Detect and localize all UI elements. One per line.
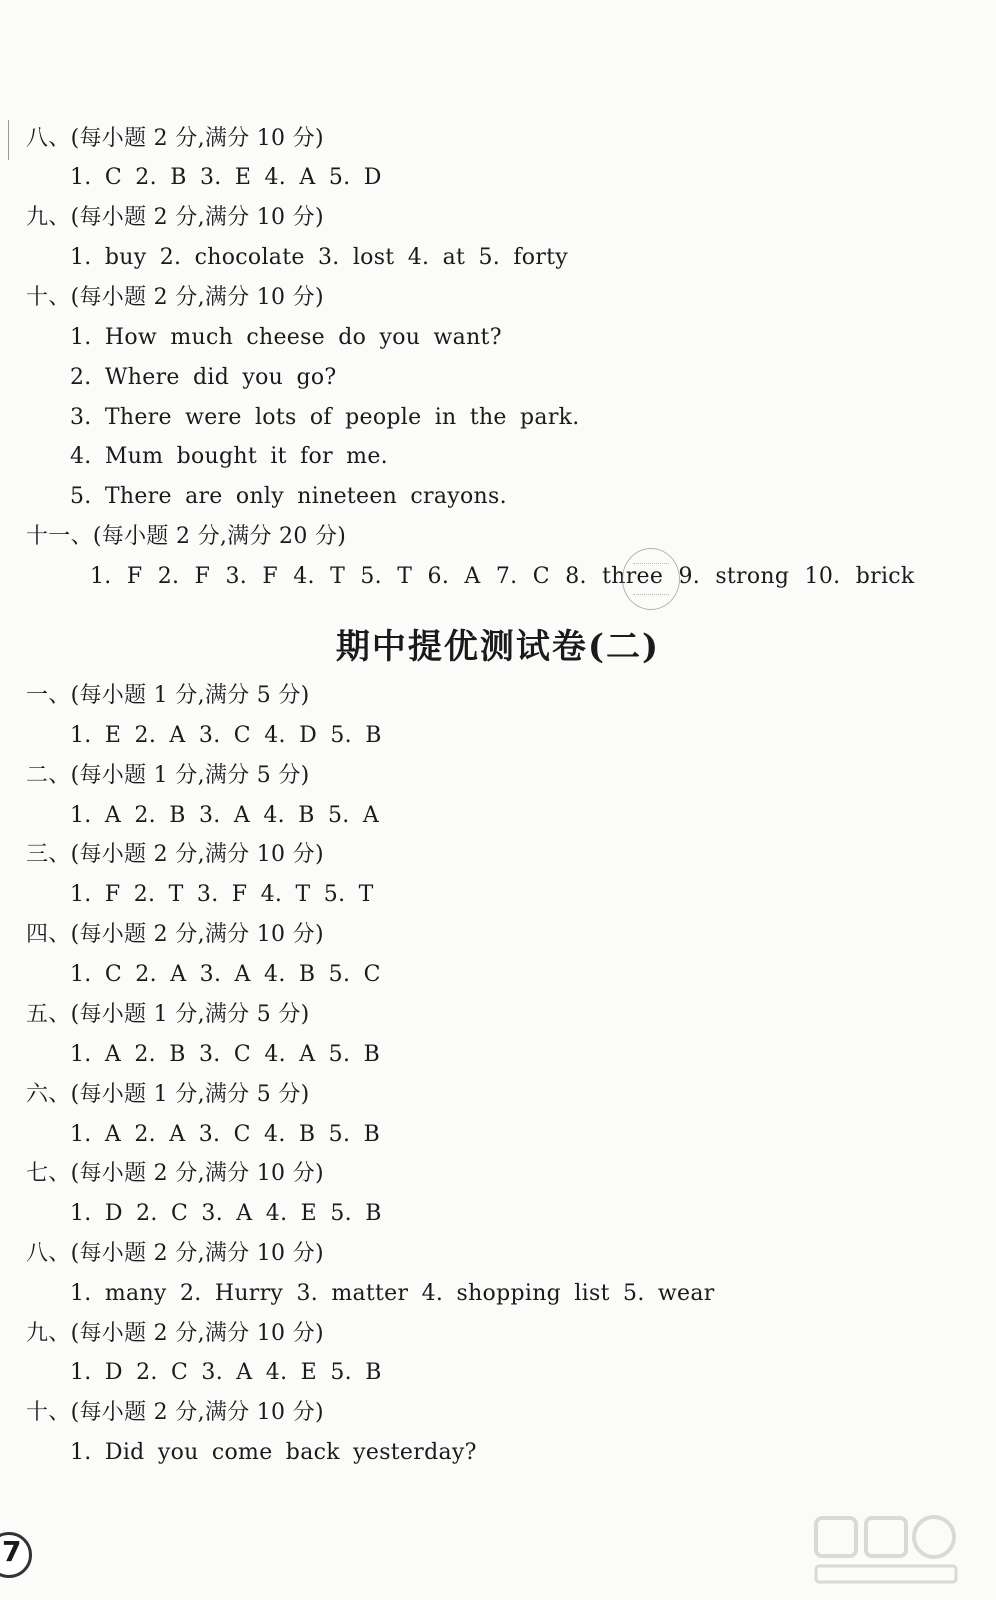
part-10-answer-2: 2. Where did you go? <box>70 365 337 390</box>
part-2-heading: 二、(每小题 1 分,满分 5 分) <box>26 763 310 788</box>
part-8b-answers: 1. many 2. Hurry 3. matter 4. shopping list 5. wear <box>70 1281 715 1306</box>
part-10b-answer-1: 1. Did you come back yesterday? <box>70 1440 477 1465</box>
part-10-answer-1: 1. How much cheese do you want? <box>70 325 502 350</box>
part-10-heading: 十、(每小题 2 分,满分 10 分) <box>26 285 324 310</box>
part-5-answers: 1. A 2. B 3. C 4. A 5. B <box>70 1042 381 1067</box>
part-8-answers: 1. C 2. B 3. E 4. A 5. D <box>70 165 382 190</box>
part-7-answers: 1. D 2. C 3. A 4. E 5. B <box>70 1201 382 1226</box>
part-6-heading: 六、(每小题 1 分,满分 5 分) <box>26 1082 310 1107</box>
part-9b-answers: 1. D 2. C 3. A 4. E 5. B <box>70 1360 382 1385</box>
part-1-heading: 一、(每小题 1 分,满分 5 分) <box>26 683 310 708</box>
part-9b-heading: 九、(每小题 2 分,满分 10 分) <box>26 1321 324 1346</box>
page-title: 期中提优测试卷(二) <box>335 627 661 667</box>
part-4-answers: 1. C 2. A 3. A 4. B 5. C <box>70 962 381 987</box>
watermark-logo-icon <box>806 1510 966 1590</box>
part-8b-heading: 八、(每小题 2 分,满分 10 分) <box>26 1241 324 1266</box>
part-7-heading: 七、(每小题 2 分,满分 10 分) <box>26 1161 324 1186</box>
part-11-heading: 十一、(每小题 2 分,满分 20 分) <box>26 524 347 549</box>
part-9-answers: 1. buy 2. chocolate 3. lost 4. at 5. forty <box>70 245 569 270</box>
part-9-heading: 九、(每小题 2 分,满分 10 分) <box>26 205 324 230</box>
part-6-answers: 1. A 2. A 3. C 4. B 5. B <box>70 1122 381 1147</box>
stamp-mark <box>622 548 680 610</box>
part-4-heading: 四、(每小题 2 分,满分 10 分) <box>26 922 324 947</box>
part-8-heading: 八、(每小题 2 分,满分 10 分) <box>26 126 324 151</box>
part-2-answers: 1. A 2. B 3. A 4. B 5. A <box>70 803 380 828</box>
part-1-answers: 1. E 2. A 3. C 4. D 5. B <box>70 723 382 748</box>
page-number: 7 <box>2 1535 22 1568</box>
part-10-answer-5: 5. There are only nineteen crayons. <box>70 484 507 509</box>
part-11-answers: 1. F 2. F 3. F 4. T 5. T 6. A 7. C 8. three 9. strong 10. brick <box>90 564 915 589</box>
part-10-answer-3: 3. There were lots of people in the park. <box>70 405 580 430</box>
part-3-answers: 1. F 2. T 3. F 4. T 5. T <box>70 882 374 907</box>
part-5-heading: 五、(每小题 1 分,满分 5 分) <box>26 1002 310 1027</box>
margin-rule <box>8 120 9 160</box>
part-10b-heading: 十、(每小题 2 分,满分 10 分) <box>26 1400 324 1425</box>
part-3-heading: 三、(每小题 2 分,满分 10 分) <box>26 842 324 867</box>
part-10-answer-4: 4. Mum bought it for me. <box>70 444 388 469</box>
